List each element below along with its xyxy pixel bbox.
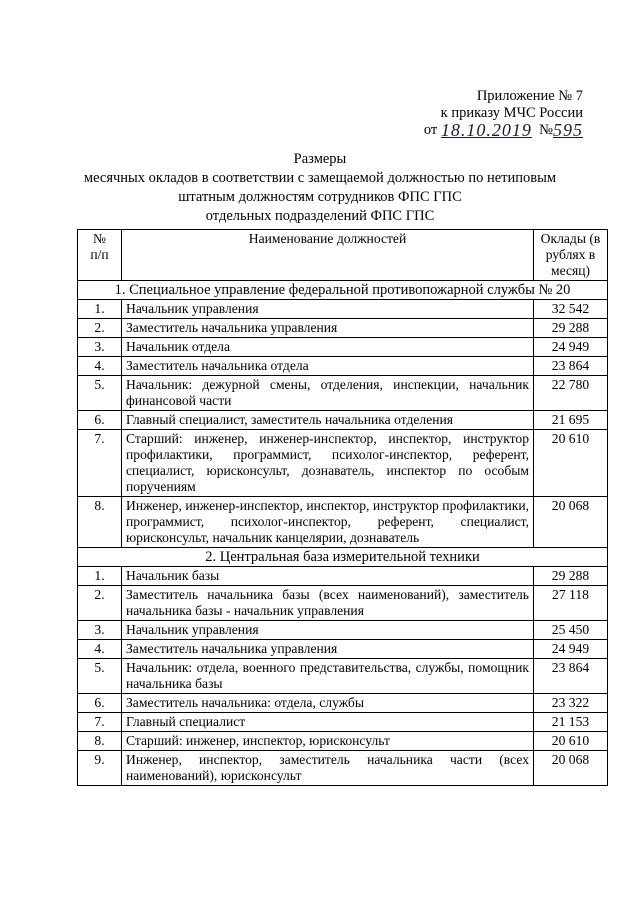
table-row (78, 497, 608, 548)
row-number: 8. (78, 732, 122, 751)
salary-value: 23 864 (534, 659, 608, 694)
header-salary: Оклады (в рублях в месяц) (534, 230, 608, 281)
salary-value: 20 610 (534, 732, 608, 751)
table-row (78, 659, 608, 694)
table-row (78, 694, 608, 713)
position-name: Заместитель начальника базы (всех наименований), заместитель начальника базы - начальник управления (122, 586, 534, 621)
table-row (78, 300, 608, 319)
table-row (78, 567, 608, 586)
salary-value: 20 068 (534, 497, 608, 548)
position-name: Начальник управления (122, 621, 534, 640)
salary-value: 24 949 (534, 640, 608, 659)
row-number: 7. (78, 713, 122, 732)
row-number: 6. (78, 694, 122, 713)
row-number: 2. (78, 319, 122, 338)
table-row (78, 713, 608, 732)
salary-value: 21 153 (534, 713, 608, 732)
position-name: Заместитель начальника управления (122, 640, 534, 659)
order-date: 18.10.2019 (440, 120, 532, 140)
section-title: 2. Центральная база измерительной техники (78, 548, 608, 567)
position-name: Начальник базы (122, 567, 534, 586)
order-date-line (424, 122, 583, 139)
position-name: Начальник: дежурной смены, отделения, инспекции, начальник финансовой части (122, 376, 534, 411)
row-number: 5. (78, 659, 122, 694)
appendix-title: Приложение № 7 (476, 88, 583, 104)
table-row (78, 411, 608, 430)
title-line-3: штатным должностям сотрудников ФПС ГПС (178, 189, 462, 205)
salary-value: 29 288 (534, 319, 608, 338)
row-number: 7. (78, 430, 122, 497)
header-name: Наименование должностей (122, 230, 534, 281)
position-name: Начальник: отдела, военного представительства, службы, помощник начальника базы (122, 659, 534, 694)
table-row (78, 640, 608, 659)
salary-value: 24 949 (534, 338, 608, 357)
order-number: 595 (553, 120, 583, 140)
title-line-1: Размеры (293, 151, 347, 167)
table-row (78, 376, 608, 411)
position-name: Главный специалист, заместитель начальника отделения (122, 411, 534, 430)
row-number: 1. (78, 567, 122, 586)
position-name: Начальник отдела (122, 338, 534, 357)
row-number: 3. (78, 621, 122, 640)
salary-value: 20 610 (534, 430, 608, 497)
table-row (78, 357, 608, 376)
row-number: 2. (78, 586, 122, 621)
table-row (78, 338, 608, 357)
table-row (78, 586, 608, 621)
salary-value: 23 322 (534, 694, 608, 713)
position-name: Заместитель начальника управления (122, 319, 534, 338)
title-line-4: отдельных подразделений ФПС ГПС (205, 208, 435, 224)
position-name: Старший: инженер, инспектор, юрисконсульт (122, 732, 534, 751)
title-line-2: месячных окладов в соответствии с замещаемой должностью по нетиповым (83, 170, 557, 186)
section-header-row (78, 548, 608, 567)
appendix-header (424, 88, 583, 139)
row-number: 6. (78, 411, 122, 430)
position-name: Заместитель начальника отдела (122, 357, 534, 376)
salary-value: 25 450 (534, 621, 608, 640)
table-body (78, 281, 608, 786)
table-header-row (78, 230, 608, 281)
row-number: 3. (78, 338, 122, 357)
number-label: № (539, 122, 553, 138)
row-number: 8. (78, 497, 122, 548)
table-row (78, 430, 608, 497)
table-row (78, 732, 608, 751)
position-name: Начальник управления (122, 300, 534, 319)
salary-value: 27 118 (534, 586, 608, 621)
from-label: от (423, 122, 438, 138)
salary-value: 32 542 (534, 300, 608, 319)
header-num: № п/п (78, 230, 122, 281)
row-number: 4. (78, 357, 122, 376)
salary-table (77, 229, 608, 786)
row-number: 4. (78, 640, 122, 659)
section-header-row (78, 281, 608, 300)
table-row (78, 751, 608, 786)
row-number: 1. (78, 300, 122, 319)
position-name: Инженер, инженер-инспектор, инспектор, инструктор профилактики, программист, психолог-инспектор, референт, специалист, юрисконсульт, начальник канцелярии, дознаватель (122, 497, 534, 548)
position-name: Заместитель начальника: отдела, службы (122, 694, 534, 713)
table-row (78, 319, 608, 338)
salary-value: 21 695 (534, 411, 608, 430)
position-name: Главный специалист (122, 713, 534, 732)
salary-value: 23 864 (534, 357, 608, 376)
section-title: 1. Специальное управление федеральной противопожарной службы № 20 (78, 281, 608, 300)
salary-value: 22 780 (534, 376, 608, 411)
salary-value: 29 288 (534, 567, 608, 586)
row-number: 9. (78, 751, 122, 786)
table-row (78, 621, 608, 640)
salary-value: 20 068 (534, 751, 608, 786)
appendix-order-ref: к приказу МЧС России (440, 105, 583, 121)
row-number: 5. (78, 376, 122, 411)
position-name: Старший: инженер, инженер-инспектор, инспектор, инструктор профилактики, программист, психолог-инспектор, референт, специалист, юрисконсульт, дознаватель, инспектор по особым поручениям (122, 430, 534, 497)
document-title (0, 150, 640, 226)
position-name: Инженер, инспектор, заместитель начальника части (всех наименований), юрисконсульт (122, 751, 534, 786)
